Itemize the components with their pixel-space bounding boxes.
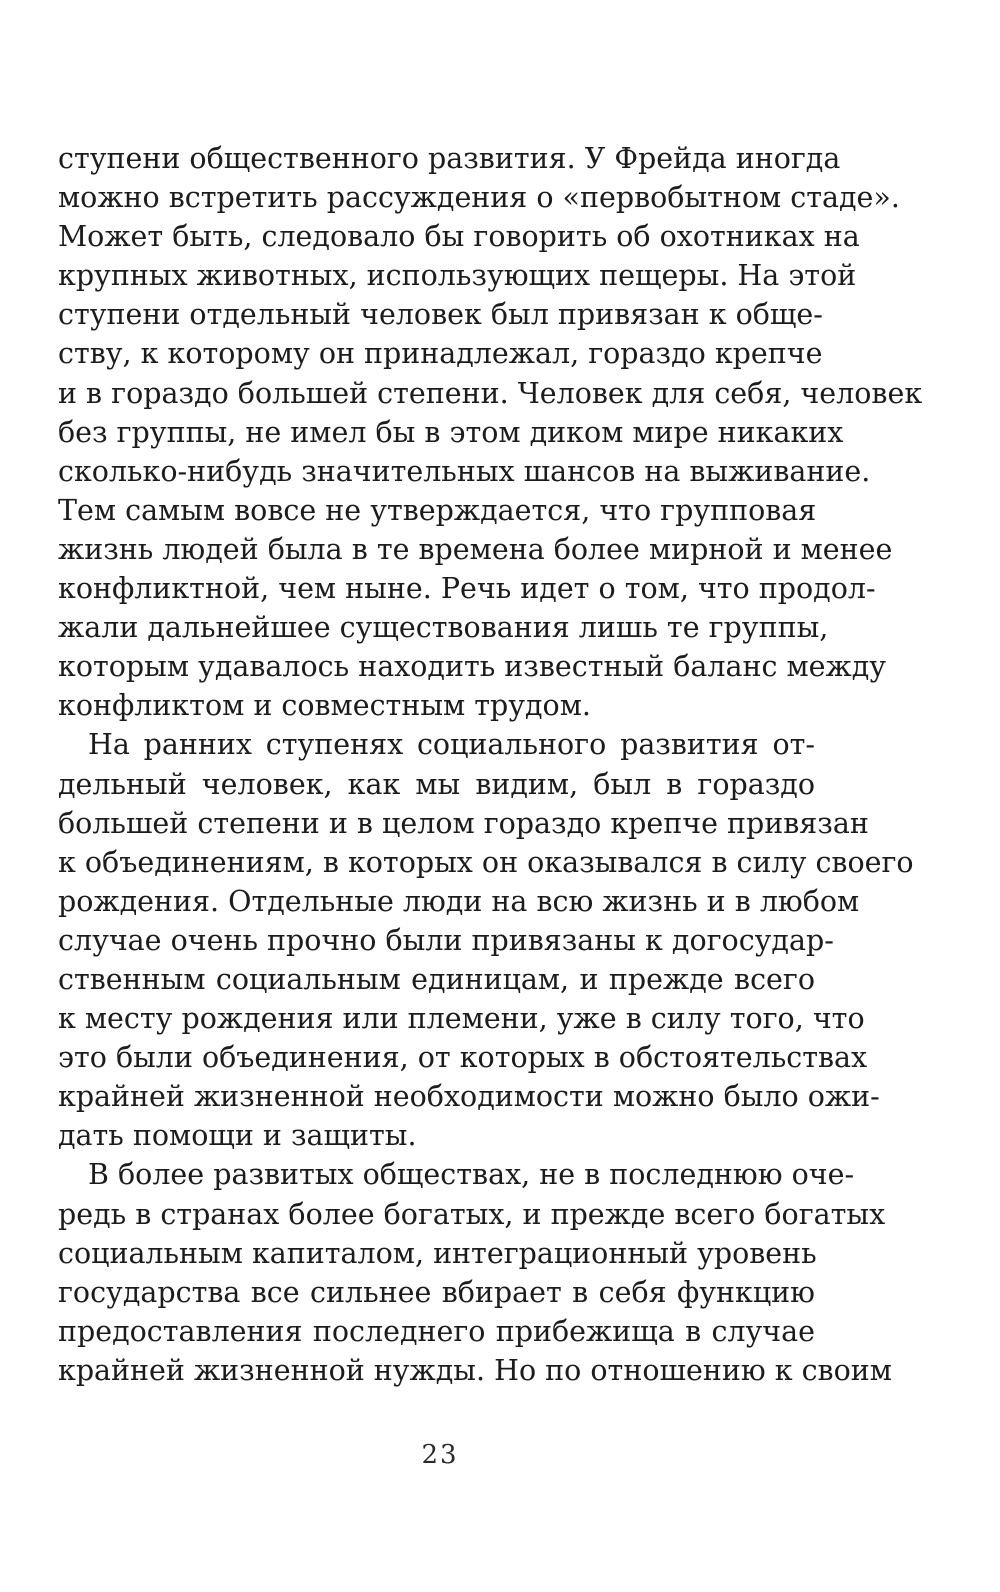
text-line: Тем самым вовсе не утверждается, что групповая	[58, 493, 817, 527]
text-line: конфликтом и совместным трудом.	[58, 689, 591, 723]
text-line: социальным капиталом, интеграционный уровень	[58, 1236, 817, 1270]
text-line: предоставления последнего прибежища в случае	[58, 1314, 815, 1348]
text-line: рождения. Отдельные люди на всю жизнь и в любом	[58, 884, 860, 918]
text-line: ступени отдельный человек был привязан к обще-	[58, 298, 823, 332]
text-line: редь в странах более богатых, и прежде всего богатых	[58, 1197, 886, 1231]
text-line: ступени общественного развития. У Фрейда иногда	[58, 142, 841, 175]
text-line: На ранних ступенях социального развития от-	[88, 728, 815, 762]
text-line: Может быть, следовало бы говорить об охотниках на	[58, 220, 860, 254]
text-line: дельный человек, как мы видим, был в гораздо	[58, 767, 815, 801]
text-line: В более развитых обществах, не в последнюю оче-	[88, 1158, 855, 1192]
text-line: случае очень прочно были привязаны к догосудар-	[58, 923, 834, 957]
text-line: большей степени и в целом гораздо крепче привязан	[58, 806, 869, 840]
text-line: жизнь людей была в те времена более мирной и менее	[58, 532, 893, 566]
paragraph	[58, 139, 923, 725]
text-line: без группы, не имел бы в этом диком мире никаких	[58, 415, 844, 449]
paragraph	[58, 725, 914, 1155]
paragraph	[58, 1155, 892, 1390]
text-line: государства все сильнее вбирает в себя функцию	[58, 1275, 815, 1309]
text-line: это были объединения, от которых в обстоятельствах	[58, 1041, 868, 1075]
text-line: сколько-нибудь значительных шансов на выживание.	[58, 454, 871, 488]
text-line: ству, к которому он принадлежал, гораздо крепче	[58, 337, 823, 371]
text-line: которым удавалось находить известный баланс между	[58, 650, 887, 684]
text-line: дать помощи и защиты.	[58, 1119, 417, 1153]
text-line: конфликтной, чем ныне. Речь идет о том, что продол-	[58, 572, 876, 606]
text-line: и в гораздо большей степени. Человек для себя, человек	[58, 376, 923, 410]
text-line: можно встретить рассуждения о «первобытном стаде».	[58, 181, 900, 215]
text-line: к месту рождения или племени, уже в силу того, что	[58, 1002, 865, 1036]
body-text	[58, 139, 923, 1390]
page-number: 23	[421, 1440, 459, 1470]
text-line: к объединениям, в которых он оказывался в силу своего	[58, 845, 914, 879]
text-line: крупных животных, использующих пещеры. На этой	[58, 259, 857, 293]
text-line: крайней жизненной необходимости можно было ожи-	[58, 1080, 880, 1114]
text-line: крайней жизненной нужды. Но по отношению к своим	[58, 1353, 892, 1387]
text-line: ственным социальным единицам, и прежде всего	[58, 962, 815, 996]
text-line: жали дальнейшее существования лишь те группы,	[58, 611, 829, 645]
